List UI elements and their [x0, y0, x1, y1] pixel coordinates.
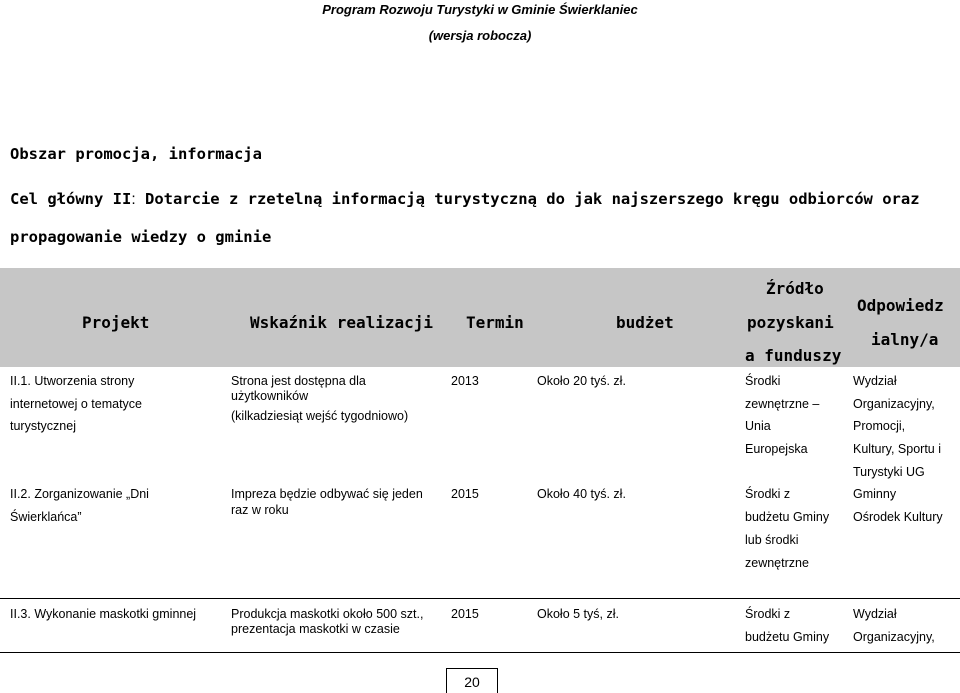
- document-title: Program Rozwoju Turystyki w Gminie Świerklaniec: [322, 2, 638, 17]
- goal-label: Cel główny II: [10, 190, 132, 208]
- column-header-zrodlo-1: Źródło: [766, 279, 824, 298]
- row1-budzet: Około 20 tyś. zł.: [537, 374, 626, 388]
- column-header-zrodlo-3: a funduszy: [745, 346, 842, 365]
- row2-zrodlo-line1: Środki z: [745, 487, 791, 501]
- row1-wskaznik-line2: użytkowników: [231, 389, 309, 403]
- goal-text-line2: propagowanie wiedzy o gminie: [10, 228, 272, 246]
- row2-odpowiedzialny-line1: Gminny: [853, 487, 897, 501]
- column-header-odpowiedzialny-1: Odpowiedz: [857, 296, 944, 315]
- row1-odpowiedzialny-line3: Promocji,: [853, 419, 906, 433]
- column-header-projekt: Projekt: [82, 313, 150, 332]
- row2-budzet: Około 40 tyś. zł.: [537, 487, 626, 501]
- row1-projekt-line2: internetowej o tematyce: [10, 397, 143, 411]
- column-header-odpowiedzialny-2: ialny/a: [871, 330, 939, 349]
- column-header-budzet: budżet: [616, 313, 674, 332]
- row1-zrodlo-line4: Europejska: [745, 442, 808, 456]
- row2-wskaznik-line2: raz w roku: [231, 503, 289, 517]
- row1-termin: 2013: [451, 374, 479, 388]
- row3-termin: 2015: [451, 607, 479, 621]
- row1-odpowiedzialny-line5: Turystyki UG: [853, 465, 925, 479]
- row3-wskaznik-line1: Produkcja maskotki około 500 szt.,: [231, 607, 424, 621]
- goal-separator: :: [131, 191, 136, 208]
- row1-projekt-line1: II.1. Utworzenia strony: [10, 374, 135, 388]
- row2-zrodlo-line2: budżetu Gminy: [745, 510, 830, 524]
- row-divider: [0, 598, 960, 599]
- column-header-zrodlo-2: pozyskani: [747, 313, 834, 332]
- goal-text-line1: Dotarcie z rzetelną informacją turystyczną do jak najszerszego kręgu odbiorców oraz: [144, 190, 920, 208]
- row1-wskaznik-line1: Strona jest dostępna dla: [231, 374, 366, 388]
- row3-odpowiedzialny-line1: Wydział: [853, 607, 897, 621]
- row2-projekt-line1: II.2. Zorganizowanie „Dni: [10, 487, 149, 501]
- page-number: 20: [464, 674, 480, 690]
- document-subtitle: (wersja robocza): [428, 28, 532, 43]
- row1-odpowiedzialny-line1: Wydział: [853, 374, 897, 388]
- row2-zrodlo-line4: zewnętrzne: [745, 556, 809, 570]
- row3-zrodlo-line1: Środki z: [745, 607, 791, 621]
- row2-odpowiedzialny-line2: Ośrodek Kultury: [853, 510, 943, 524]
- table-bottom-border: [0, 652, 960, 653]
- row3-odpowiedzialny-line2: Organizacyjny,: [853, 630, 935, 644]
- row3-projekt-line1: II.3. Wykonanie maskotki gminnej: [10, 607, 197, 621]
- row2-zrodlo-line3: lub środki: [745, 533, 799, 547]
- area-heading: Obszar promocja, informacja: [10, 145, 262, 163]
- row1-projekt-line3: turystycznej: [10, 419, 76, 433]
- row2-wskaznik-line1: Impreza będzie odbywać się jeden: [231, 487, 423, 501]
- row1-zrodlo-line2: zewnętrzne –: [745, 397, 820, 411]
- row1-zrodlo-line3: Unia: [745, 419, 771, 433]
- row1-odpowiedzialny-line4: Kultury, Sportu i: [853, 442, 942, 456]
- row2-projekt-line2: Świerklańca”: [10, 510, 82, 524]
- row1-zrodlo-line1: Środki: [745, 374, 781, 388]
- goal-heading: [10, 190, 920, 209]
- column-header-wskaznik: Wskaźnik realizacji: [250, 313, 434, 332]
- row1-odpowiedzialny-line2: Organizacyjny,: [853, 397, 935, 411]
- row3-zrodlo-line2: budżetu Gminy: [745, 630, 830, 644]
- row1-wskaznik-line3: (kilkadziesiąt wejść tygodniowo): [231, 409, 409, 423]
- column-header-termin: Termin: [466, 313, 524, 332]
- row2-termin: 2015: [451, 487, 479, 501]
- row3-wskaznik-line2: prezentacja maskotki w czasie: [231, 622, 400, 636]
- row3-budzet: Około 5 tyś, zł.: [537, 607, 619, 621]
